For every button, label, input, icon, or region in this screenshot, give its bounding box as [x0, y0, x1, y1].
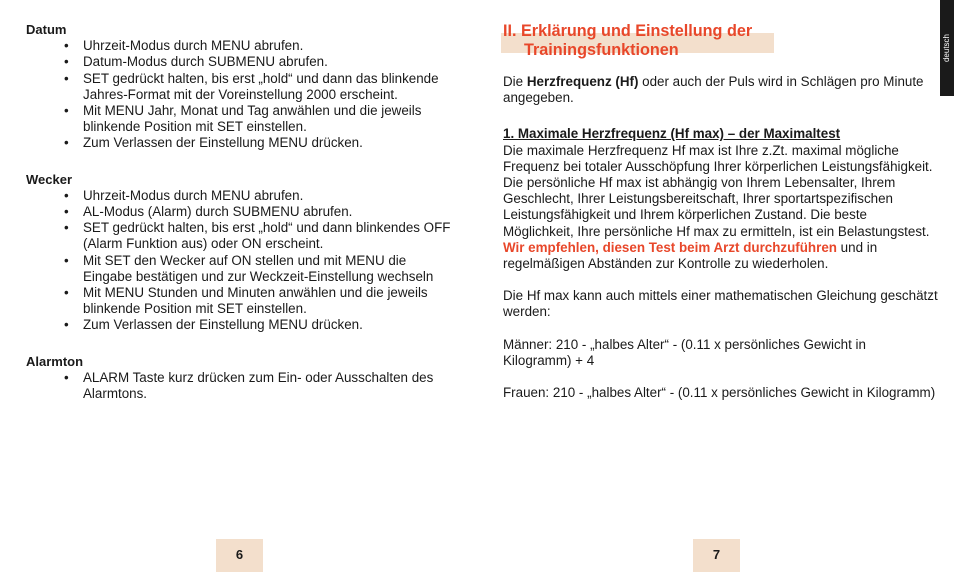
intro-bold-term: Herzfrequenz (Hf): [526, 74, 639, 89]
list-item: • SET gedrückt halten, bis erst „hold“ und dann blinkendes OFF (Alarm Funktion aus) oder ON erscheint.: [26, 220, 456, 252]
intro-suffix: oder auch der Puls wird in Schlägen pro Minute angegeben.: [503, 74, 924, 106]
list-item: • Mit SET den Wecker auf ON stellen und mit MENU die Eingabe bestätigen und zur Weckzeit-Einstellung wechseln: [26, 253, 456, 285]
alarmton-heading: Alarmton: [26, 353, 84, 369]
page-number-left: 6: [216, 539, 263, 572]
section-title: [503, 22, 938, 60]
list-item: • Uhrzeit-Modus durch MENU abrufen.: [26, 188, 456, 204]
warning-paragraph: [503, 240, 938, 272]
section-title-line2: Trainingsfunktionen: [524, 41, 679, 59]
datum-list: [26, 38, 456, 151]
list-item: • ALARM Taste kurz drücken zum Ein- oder Ausschalten des Alarmtons.: [26, 370, 456, 402]
list-item: • Mit MENU Jahr, Monat und Tag anwählen und die jeweils blinkende Position mit SET einstellen.: [26, 103, 456, 135]
list-item: • Uhrzeit-Modus durch MENU abrufen.: [26, 38, 456, 54]
list-item: • AL-Modus (Alarm) durch SUBMENU abrufen.: [26, 204, 456, 220]
warning-rest-text: und in regelmäßigen Abständen zur Kontrolle zu wiederholen.: [503, 239, 878, 272]
list-item: • Datum-Modus durch SUBMENU abrufen.: [26, 54, 456, 70]
wecker-heading: Wecker: [26, 171, 73, 187]
alarmton-list: [26, 370, 456, 402]
section-title-line1: II. Erklärung und Einstellung der: [503, 22, 753, 40]
page-number-right: 7: [693, 539, 740, 572]
list-item: • Mit MENU Stunden und Minuten anwählen und die jeweils blinkende Position mit SET einstellen.: [26, 285, 456, 317]
language-tab-label: deutsch: [942, 33, 951, 63]
language-tab: [940, 0, 954, 96]
subsection-heading: 1. Maximale Herzfrequenz (Hf max) – der Maximaltest: [503, 126, 841, 142]
right-page: [503, 22, 938, 401]
list-item: • Zum Verlassen der Einstellung MENU drücken.: [26, 317, 456, 333]
intro-paragraph: [503, 74, 938, 106]
formula-women: Frauen: 210 - „halbes Alter“ - (0.11 x persönliches Gewicht in Kilogramm): [503, 385, 936, 401]
warning-red-text: Wir empfehlen, diesen Test beim Arzt durchzuführen: [503, 239, 837, 255]
formula-men: Männer: 210 - „halbes Alter“ - (0.11 x persönliches Gewicht in Kilogramm) + 4: [503, 336, 866, 368]
section-title-block: [503, 22, 938, 60]
intro-prefix: Die: [503, 74, 527, 89]
formula-intro: Die Hf max kann auch mittels einer mathematischen Gleichung geschätzt werden:: [503, 288, 938, 320]
wecker-list: [26, 188, 456, 334]
list-item: • SET gedrückt halten, bis erst „hold“ und dann das blinkende Jahres-Format mit der Voreinstellung 2000 erscheint.: [26, 71, 456, 103]
body-paragraph: Die maximale Herzfrequenz Hf max ist Ihre z.Zt. maximal mögliche Frequenz bei totaler Ausschöpfung Ihrer körperlichen Leistungsfähigkeit. Die persönliche Hf max ist abhängig von Ihrem Lebensalter, Ihrem Geschlecht, Ihrer Leistungsbereitschaft, Ihrer sportartspezifischen Leistungsfähigkeit und Ihrem körperlichen Zustand. Die beste Möglichkeit, Ihre persönliche Hf max zu ermitteln, ist ein Belastungstest.: [503, 142, 933, 239]
list-item: • Zum Verlassen der Einstellung MENU drücken.: [26, 135, 456, 151]
datum-heading: Datum: [26, 22, 67, 37]
left-page: [26, 22, 456, 402]
